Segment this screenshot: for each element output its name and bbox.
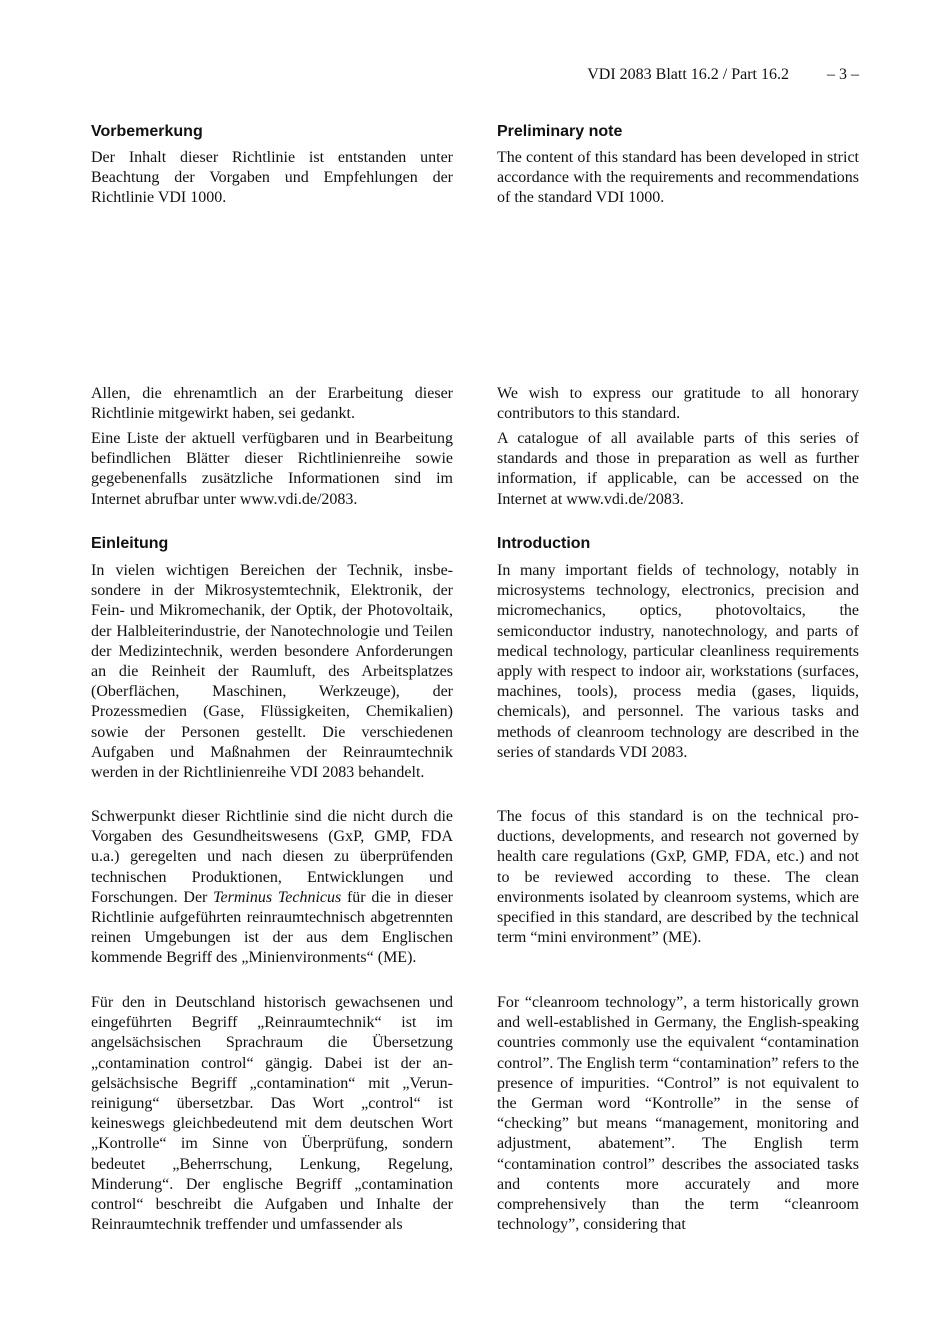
heading-vorbemerkung: Vorbemerkung — [91, 123, 203, 140]
heading-preliminary-note: Preliminary note — [497, 123, 623, 140]
heading-introduction: Introduction — [497, 535, 591, 552]
paragraph-introduction-2: The focus of this standard is on the technical productions, developments, and research not governed by health care regulations (GxP, GMP, FDA, etc.) and not to be reviewed according to these. The clean environments isolated by cleanroom systems, which are specified in this standard, are described by the technical term “mini environment” (ME). — [497, 808, 859, 947]
paragraph-einleitung-2 — [91, 807, 453, 969]
page-header — [587, 66, 859, 84]
heading-einleitung: Einleitung — [91, 535, 169, 552]
paragraph-preliminary-note: The content of this standard has been developed in strict accordance with the requirements and recommendations of the standard VDI 1000. — [497, 149, 859, 207]
terminus-technicus: Terminus Technicus — [213, 888, 342, 906]
paragraph-introduction-1: In many important fields of technology, notably in microsystems technology, electronics, precision and micromechanics, optics, photovoltaics, the semiconductor industry, nanotechnology, and parts of medical technology, particular cleanliness requirements apply with respect to indoor air, workstations (surfaces, machines, tools), process media (gases, liquids, chemicals), and personnel. The various tasks and methods of cleanroom technology are described in the series of standards VDI 2083. — [497, 562, 859, 761]
page-number: – 3 – — [827, 66, 859, 83]
paragraph-einleitung-2-b: für die in dieser Richtlinie aufgeführten reinraumtechnisch abgetrennten reinen Umgebungen ist der aus dem Englischen kommende Begriff des „Minienvironments“ (ME). — [91, 888, 454, 967]
document-id: VDI 2083 Blatt 16.2 / Part 16.2 — [587, 66, 789, 83]
paragraph-einleitung-3: Für den in Deutschland historisch gewachsenen und eingeführten Begriff „Reinraumtechnik“ ist im angelsächsischen Sprachraum die Übersetzung „contamination control“ gängig. Dabei ist der angelsächsische Begriff „contamination“ mit „Verunreinigung“ übersetzbar. Das Wort „control“ ist keineswegs gleichbedeutend mit dem deutschen Wort „Kontrolle“ im Sinne von Überprüfung, sondern bedeutet „Beherrschung, Lenkung, Regelung, Minderung“. Der englische Begriff „contamination control“ beschreibt die Aufgaben und Inhalte der Reinraumtechnik treffender und umfassender als — [91, 994, 453, 1234]
paragraph-liste: Eine Liste der aktuell verfügbaren und in Bearbeitung befindlichen Blätter dieser Richtlinienreihe sowie gegebenenfalls zusätzliche Informationen sind im Internet abrufbar unter www.vdi.de/2083. — [91, 430, 453, 508]
paragraph-introduction-3: For “cleanroom technology”, a term historically grown and well-established in Germany, the English-speaking countries commonly use the equivalent “contamination control”. The English term “contamination” refers to the presence of impurities. “Control” is not equivalent to the German word “Kontrolle” in the sense of “checking” but means “management, monitoring and adjustment, abatement”. The English term “contamination control” describes the associated tasks and contents more accurately and more comprehensively than the term “cleanroom technology”, considering that — [497, 994, 859, 1234]
paragraph-dank: Allen, die ehrenamtlich an der Erarbeitung dieser Richtlinie mitgewirkt haben, sei gedankt. — [91, 385, 453, 423]
paragraph-gratitude: We wish to express our gratitude to all honorary contributors to this standard. — [497, 385, 859, 423]
paragraph-catalogue: A catalogue of all available parts of this series of standards and those in preparation as well as further information, if applicable, can be accessed on the Internet at www.vdi.de/2083. — [497, 430, 859, 508]
paragraph-vorbemerkung: Der Inhalt dieser Richtlinie ist entstanden unter Beachtung der Vorgaben und Empfehlungen der Richtlinie VDI 1000. — [91, 149, 453, 207]
paragraph-einleitung-2-a: Schwerpunkt dieser Richtlinie sind die nicht durch die Vorgaben des Gesundheitswesens (GxP, GMP, FDA u.a.) geregelten und nach diesen zu überprüfenden technischen Produktionen, Entwicklungen und Forschungen. Der — [91, 808, 453, 906]
paragraph-einleitung-1: In vielen wichtigen Bereichen der Technik, insbesondere in der Mikrosystemtechnik, Elektronik, der Fein- und Mikromechanik, der Optik, der Photovoltaik, der Halbleiterindustrie, der Nanotechnologie und Teilen der Medizintechnik, werden besondere Anforderungen an die Reinheit der Raumluft, des Arbeitsplatzes (Oberflächen, Maschinen, Werkzeuge), der Prozessmedien (Gase, Flüssigkeiten, Chemikalien) sowie der Personen gestellt. Die verschiedenen Aufgaben und Maßnahmen der Reinraumtechnik werden in der Richtlinienreihe VDI 2083 behandelt. — [91, 562, 453, 782]
